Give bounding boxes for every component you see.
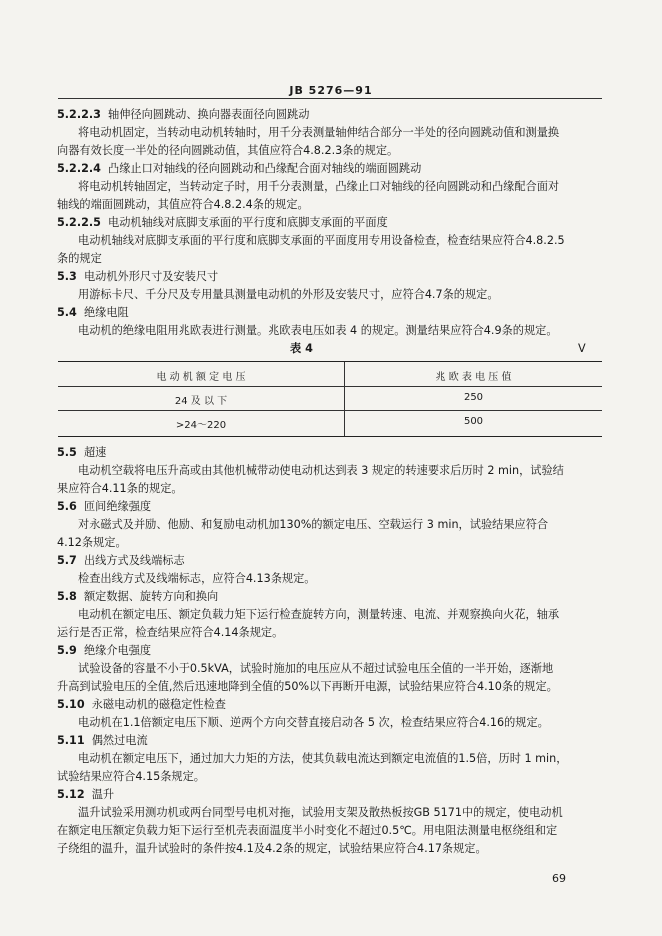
paragraph-line: 4.12条规定。 — [57, 536, 127, 549]
table-header-rated-voltage: 电 动 机 额 定 电 压 — [156, 372, 246, 383]
section-5-5: 5.5 超速 — [57, 446, 107, 459]
paragraph-line: 向器有效长度一半处的径向圆跳动值，其值应符合4.8.2.3条的规定。 — [57, 144, 399, 157]
paragraph-line: 试验结果应符合4.15条规定。 — [57, 770, 205, 783]
table-cell: 500 — [463, 416, 484, 427]
paragraph-line: 果应符合4.11条的规定。 — [57, 482, 183, 495]
paragraph-line: 轴线的端面圆跳动，其值应符合4.8.2.4条的规定。 — [57, 198, 309, 211]
paragraph-line: 子绕组的温升，温升试验时的条件按4.1及4.2条的规定，试验结果应符合4.17条规定。 — [57, 842, 487, 855]
paragraph-line: 将电动机转轴固定，当转动定子时，用千分表测量，凸缘止口对轴线的径向圆跳动和凸缘配合面对 — [78, 180, 560, 193]
table-unit: V — [578, 342, 586, 355]
paragraph-line: 条的规定 — [57, 252, 102, 265]
paragraph-line: 电动机在1.1倍额定电压下顺、逆两个方向交替直接启动各 5 次，检查结果应符合4.16的规定。 — [78, 716, 549, 729]
paragraph-line: 电动机的绝缘电阻用兆欧表进行测量。兆欧表电压如表 4 的规定。测量结果应符合4.9条的规定。 — [78, 324, 558, 337]
section-5-2-2-4: 5.2.2.4 凸缘止口对轴线的径向圆跳动和凸缘配合面对轴线的端面圆跳动 — [57, 162, 422, 175]
table-row-divider — [58, 410, 602, 411]
paragraph-line: 对永磁式及并励、他励、和复励电动机加130%的额定电压、空载运行 3 min，试验结果应符合 — [78, 518, 549, 531]
table-header-megger-voltage: 兆 欧 表 电 压 值 — [435, 372, 512, 383]
section-5-8: 5.8 额定数据、旋转方向和换向 — [57, 590, 219, 603]
paragraph-line: 电动机在额定电压、额定负载力矩下运行检查旋转方向，测量转速、电流、并观察换向火花，轴承 — [78, 608, 560, 621]
section-5-2-2-3: 5.2.2.3 轴伸径向圆跳动、换向器表面径向圆跳动 — [57, 108, 310, 121]
table-row-divider — [58, 386, 602, 387]
table-title: 表 4 — [290, 342, 313, 355]
paragraph-line: 将电动机固定，当转动电动机转轴时，用千分表测量轴伸结合部分一半处的径向圆跳动值和测量换 — [78, 126, 560, 139]
paragraph-line: 检查出线方式及线端标志，应符合4.13条规定。 — [78, 572, 316, 585]
paragraph-line: 电动机空载将电压升高或由其他机械带动使电动机达到表 3 规定的转速要求后历时 2 min，试验结 — [78, 464, 564, 477]
paragraph-line: 升高到试验电压的全值,然后迅速地降到全值的50%以下再断开电源，试验结果应符合4.10条的规定。 — [57, 680, 558, 693]
table-cell: 250 — [463, 392, 484, 403]
page-number: 69 — [552, 872, 566, 885]
paragraph-line: 用游标卡尺、千分尺及专用量具测量电动机的外形及安装尺寸，应符合4.7条的规定。 — [78, 288, 499, 301]
table-cell: 24 及 以 下 — [174, 396, 228, 407]
section-5-4: 5.4 绝缘电阻 — [57, 306, 129, 319]
standard-code-header: JB 5276—91 — [289, 84, 373, 97]
section-5-7: 5.7 出线方式及线端标志 — [57, 554, 185, 567]
section-5-6: 5.6 匝间绝缘强度 — [57, 500, 152, 513]
paragraph-line: 在额定电压额定负载力矩下运行至机壳表面温度半小时变化不超过0.5℃。用电阻法测量电枢绕组和定 — [57, 824, 558, 837]
insulation-table — [58, 361, 602, 437]
section-5-9: 5.9 绝缘介电强度 — [57, 644, 152, 657]
header-rule — [58, 98, 602, 99]
paragraph-line: 温升试验采用测功机或两台同型号电机对拖，试验用支架及散热板按GB 5171中的规定，使电动机 — [78, 806, 563, 819]
paragraph-line: 电动机轴线对底脚支承面的平行度和底脚支承面的平面度用专用设备检查，检查结果应符合4.8.2.5 — [78, 234, 565, 247]
section-5-2-2-5: 5.2.2.5 电动机轴线对底脚支承面的平行度和底脚支承面的平面度 — [57, 216, 388, 229]
paragraph-line: 运行是否正常，检查结果应符合4.14条规定。 — [57, 626, 284, 639]
paragraph-line: 试验设备的容量不小于0.5kVA，试验时施加的电压应从不超过试验电压全值的一半开始，逐渐地 — [78, 662, 554, 675]
paragraph-line: 电动机在额定电压下，通过加大力矩的方法，使其负载电流达到额定电流值的1.5倍，历时 1 min， — [78, 752, 568, 765]
section-5-3: 5.3 电动机外形尺寸及安装尺寸 — [57, 270, 219, 283]
table-cell: >24～220 — [175, 420, 227, 431]
section-5-11: 5.11 偶然过电流 — [57, 734, 148, 747]
section-5-10: 5.10 永磁电动机的磁稳定性检查 — [57, 698, 226, 711]
section-5-12: 5.12 温升 — [57, 788, 115, 801]
